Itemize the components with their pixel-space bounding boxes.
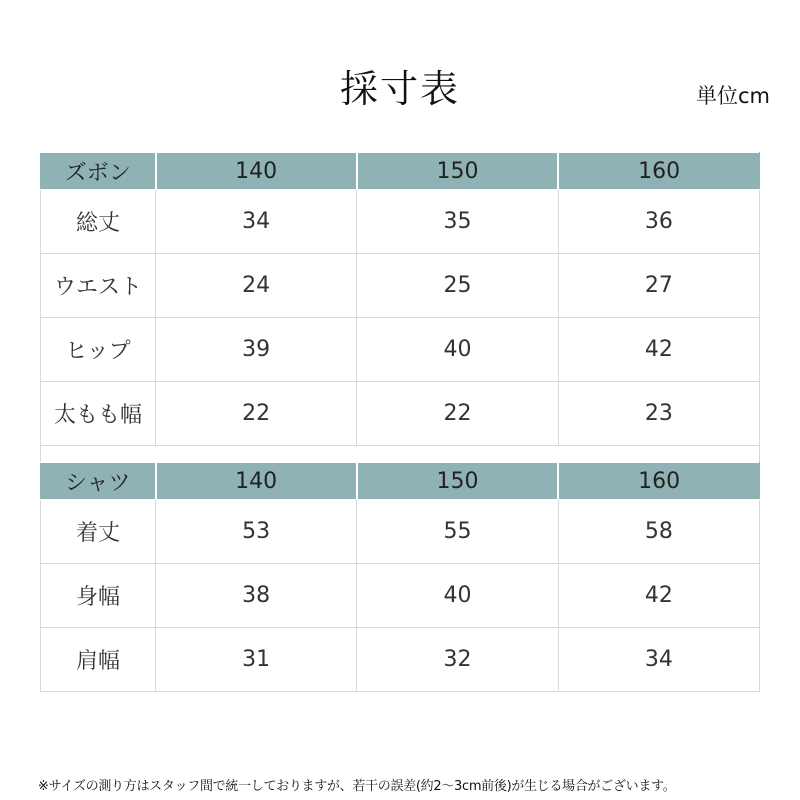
table-cell: 22	[156, 382, 357, 446]
pants-size-table	[40, 152, 760, 446]
unit-label: 単位cm	[695, 84, 770, 108]
table-cell: 38	[156, 564, 357, 628]
table-cell: 35	[357, 190, 558, 254]
table-cell: 34	[156, 190, 357, 254]
table-cell: 27	[558, 254, 759, 318]
table-cell: 39	[156, 318, 357, 382]
table-cell: 31	[156, 628, 357, 692]
header-cell-size-160: 160	[558, 153, 759, 190]
table-header-row	[41, 153, 760, 190]
shirts-size-table	[40, 462, 760, 692]
table-row	[41, 318, 760, 382]
table-cell: 42	[558, 318, 759, 382]
row-label: 総丈	[41, 190, 156, 254]
table-cell: 32	[357, 628, 558, 692]
table-row	[41, 628, 760, 692]
table-cell: 58	[558, 500, 759, 564]
header-cell-size-140: 140	[156, 153, 357, 190]
row-label: ウエスト	[41, 254, 156, 318]
measurement-note: ※サイズの測り方はスタッフ間で統一しておりますが、若干の誤差(約2～3cm前後)が生じる場合がございます。	[38, 779, 676, 794]
table-row	[41, 564, 760, 628]
row-label: 肩幅	[41, 628, 156, 692]
table-row	[41, 254, 760, 318]
table-cell: 40	[357, 564, 558, 628]
table-cell: 36	[558, 190, 759, 254]
table-spacer	[40, 445, 760, 462]
table-row	[41, 500, 760, 564]
row-label: ヒップ	[41, 318, 156, 382]
table-cell: 25	[357, 254, 558, 318]
header-cell-size-150: 150	[357, 153, 558, 190]
table-cell: 23	[558, 382, 759, 446]
row-label: 太もも幅	[41, 382, 156, 446]
table-cell: 22	[357, 382, 558, 446]
table-cell: 53	[156, 500, 357, 564]
table-row	[41, 382, 760, 446]
header-cell-category: ズボン	[41, 153, 156, 190]
table-cell: 40	[357, 318, 558, 382]
header-cell-size-140: 140	[156, 463, 357, 500]
table-cell: 24	[156, 254, 357, 318]
page-title: 採寸表	[339, 67, 460, 111]
table-cell: 42	[558, 564, 759, 628]
table-cell: 55	[357, 500, 558, 564]
header-cell-size-150: 150	[357, 463, 558, 500]
row-label: 身幅	[41, 564, 156, 628]
table-cell: 34	[558, 628, 759, 692]
table-row	[41, 190, 760, 254]
row-label: 着丈	[41, 500, 156, 564]
header-cell-category: シャツ	[41, 463, 156, 500]
header-cell-size-160: 160	[558, 463, 759, 500]
table-header-row	[41, 463, 760, 500]
